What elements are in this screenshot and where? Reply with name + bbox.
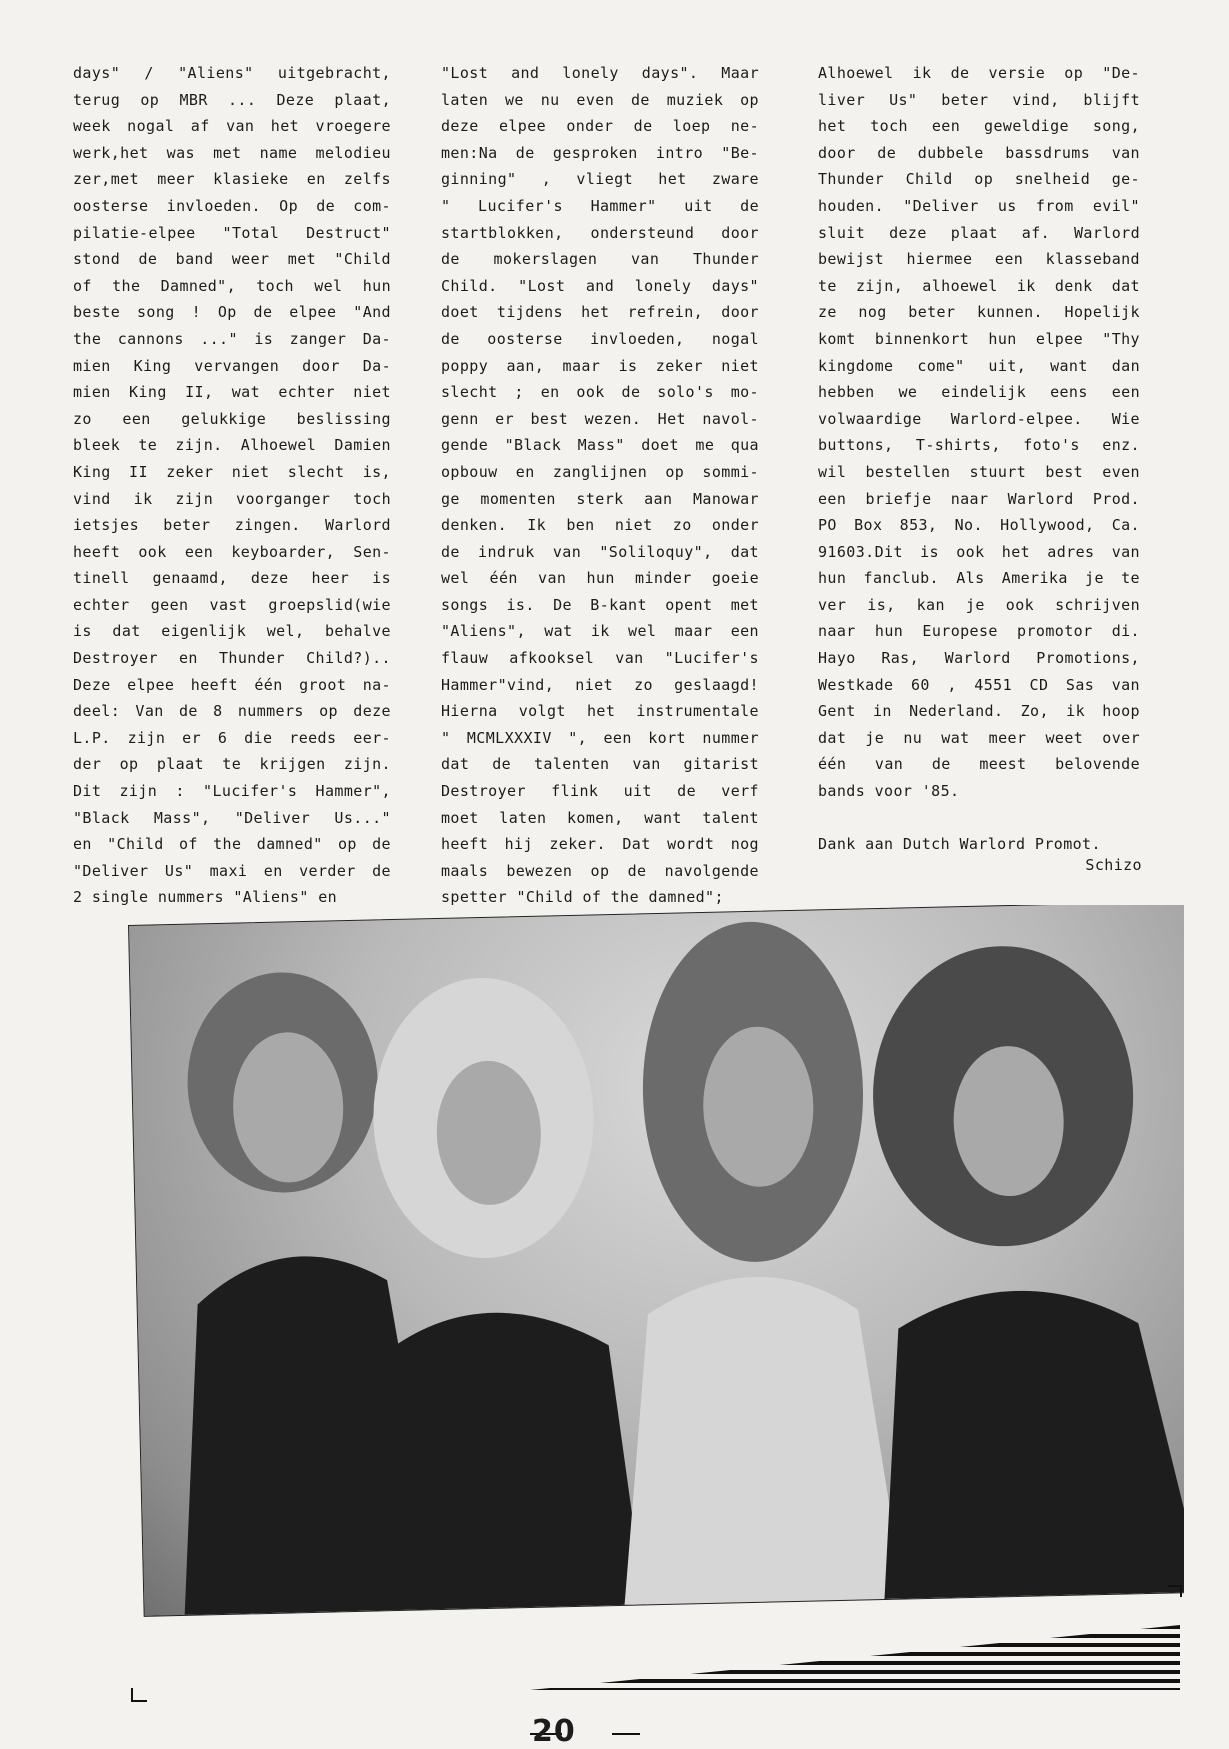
text-line: echter geen vast groepslid(wie [73, 595, 391, 614]
text-line: spetter "Child of the damned"; [441, 888, 724, 907]
text-line: beste song ! Op de elpee "And [73, 303, 391, 322]
page-corner-mark [131, 1688, 147, 1702]
text-line: the cannons ..." is zanger Da- [73, 329, 391, 348]
text-line: ver is, kan je ook schrijven [818, 595, 1140, 614]
author-signature: Schizo [1085, 856, 1142, 874]
text-line: "Deliver Us" maxi en verder de [73, 861, 391, 880]
text-line: naar hun Europese promotor di. [818, 622, 1140, 641]
text-line: hun fanclub. Als Amerika je te [818, 569, 1140, 588]
text-line: songs is. De B-kant opent met [441, 595, 759, 614]
text-line: en "Child of the damned" op de [73, 835, 391, 854]
text-line: Dank aan Dutch Warlord Promot. [818, 835, 1101, 854]
text-line: "Black Mass", "Deliver Us..." [73, 808, 391, 827]
text-line: houden. "Deliver us from evil" [818, 196, 1140, 215]
text-line: of the Damned", toch wel hun [73, 276, 391, 295]
text-line: de mokerslagen van Thunder [441, 250, 759, 269]
text-line: bleek te zijn. Alhoewel Damien [73, 436, 391, 455]
text-line: deze elpee onder de loep ne- [441, 117, 759, 136]
text-line: pilatie-elpee "Total Destruct" [73, 223, 391, 242]
text-line: ginning" , vliegt het zware [441, 170, 759, 189]
text-line: dat de talenten van gitarist [441, 755, 759, 774]
text-line: PO Box 853, No. Hollywood, Ca. [818, 516, 1140, 535]
band-photo-image [128, 905, 1184, 1617]
text-line: oosterse invloeden. Op de com- [73, 196, 391, 215]
text-line: volwaardige Warlord-elpee. Wie [818, 409, 1140, 428]
text-line: days" / "Aliens" uitgebracht, [73, 64, 391, 82]
text-line: dat je nu wat meer weet over [818, 728, 1140, 747]
text-line: Thunder Child op snelheid ge- [818, 170, 1140, 189]
text-line: een briefje naar Warlord Prod. [818, 489, 1140, 508]
text-column-2 [441, 60, 759, 911]
text-line: mien King vervangen door Da- [73, 356, 391, 375]
text-line: maals bewezen op de navolgende [441, 861, 759, 880]
text-line: ge momenten sterk aan Manowar [441, 489, 759, 508]
text-line: Child. "Lost and lonely days" [441, 276, 759, 295]
text-line: sluit deze plaat af. Warlord [818, 223, 1140, 242]
text-line: Hayo Ras, Warlord Promotions, [818, 649, 1140, 668]
text-line: opbouw en zanglijnen op sommi- [441, 462, 759, 481]
text-line: 2 single nummers "Aliens" en [73, 888, 338, 907]
text-line: King II zeker niet slecht is, [73, 462, 391, 481]
text-line: wel één van hun minder goeie [441, 569, 759, 588]
text-line: poppy aan, maar is zeker niet [441, 356, 759, 375]
text-line: hebben we eindelijk eens een [818, 383, 1140, 402]
text-line: "Lost and lonely days". Maar [441, 64, 759, 82]
text-line: laten we nu even de muziek op [441, 90, 759, 109]
text-column-3 [818, 60, 1140, 858]
text-line: stond de band weer met "Child [73, 250, 391, 269]
text-line: de indruk van "Soliloquy", dat [441, 542, 759, 561]
text-line: bewijst hiermee een klasseband [818, 250, 1140, 269]
text-line: gende "Black Mass" doet me qua [441, 436, 759, 455]
text-line: Hierna volgt het instrumentale [441, 702, 759, 721]
text-line: startblokken, ondersteund door [441, 223, 759, 242]
text-line: bands voor '85. [818, 782, 960, 801]
text-line: denken. Ik ben niet zo onder [441, 516, 759, 535]
text-line: terug op MBR ... Deze plaat, [73, 90, 391, 109]
text-line: Destroyer flink uit de verf [441, 782, 759, 801]
text-line: ietsjes beter zingen. Warlord [73, 516, 391, 535]
text-line: heeft hij zeker. Dat wordt nog [441, 835, 759, 854]
text-line: liver Us" beter vind, blijft [818, 90, 1140, 109]
text-line: Destroyer en Thunder Child?).. [73, 649, 391, 668]
text-line: L.P. zijn er 6 die reeds eer- [73, 728, 391, 747]
text-line: flauw afkooksel van "Lucifer's [441, 649, 759, 668]
page-number-dash-right [612, 1733, 640, 1735]
text-line: is dat eigenlijk wel, behalve [73, 622, 391, 641]
text-line: wil bestellen stuurt best even [818, 462, 1140, 481]
text-line: heeft ook een keyboarder, Sen- [73, 542, 391, 561]
text-line: genn er best wezen. Het navol- [441, 409, 759, 428]
text-line: doet tijdens het refrein, door [441, 303, 759, 322]
text-line [818, 805, 1140, 832]
text-line: slecht ; en ook de solo's mo- [441, 383, 759, 402]
text-line: de oosterse invloeden, nogal [441, 329, 759, 348]
text-line: der op plaat te krijgen zijn. [73, 755, 391, 774]
text-line: kingdome come" uit, want dan [818, 356, 1140, 375]
band-photo [118, 905, 1184, 1635]
text-line: buttons, T-shirts, foto's enz. [818, 436, 1140, 455]
text-line: te zijn, alhoewel ik denk dat [818, 276, 1140, 295]
text-line: werk,het was met name melodieu [73, 143, 391, 162]
text-line: vind ik zijn voorganger toch [73, 489, 391, 508]
text-line: door de dubbele bassdrums van [818, 143, 1140, 162]
text-line: week nogal af van het vroegere [73, 117, 391, 136]
text-line: "Aliens", wat ik wel maar een [441, 622, 759, 641]
text-line: komt binnenkort hun elpee "Thy [818, 329, 1140, 348]
text-line: deel: Van de 8 nummers op deze [73, 702, 391, 721]
text-line: " MCMLXXXIV ", een kort nummer [441, 728, 759, 747]
text-line: het toch een geweldige song, [818, 117, 1140, 136]
text-line: moet laten komen, want talent [441, 808, 759, 827]
text-line: één van de meest belovende [818, 755, 1140, 774]
text-line: zo een gelukkige beslissing [73, 409, 391, 428]
photo-corner-mark [1168, 1585, 1182, 1597]
text-line: Westkade 60 , 4551 CD Sas van [818, 675, 1140, 694]
text-line: Hammer"vind, niet zo geslaagd! [441, 675, 759, 694]
text-column-1 [73, 60, 391, 911]
text-line: " Lucifer's Hammer" uit de [441, 196, 759, 215]
text-line: men:Na de gesproken intro "Be- [441, 143, 759, 162]
text-line: Deze elpee heeft één groot na- [73, 675, 391, 694]
text-line: 91603.Dit is ook het adres van [818, 542, 1140, 561]
text-line: tinell genaamd, deze heer is [73, 569, 391, 588]
text-line: mien King II, wat echter niet [73, 383, 391, 402]
page-number: 20 [532, 1714, 576, 1749]
text-line: ze nog beter kunnen. Hopelijk [818, 303, 1140, 322]
text-line: Alhoewel ik de versie op "De- [818, 64, 1140, 82]
text-line: zer,met meer klasieke en zelfs [73, 170, 391, 189]
text-line: Dit zijn : "Lucifer's Hammer", [73, 782, 391, 801]
text-line: Gent in Nederland. Zo, ik hoop [818, 702, 1140, 721]
